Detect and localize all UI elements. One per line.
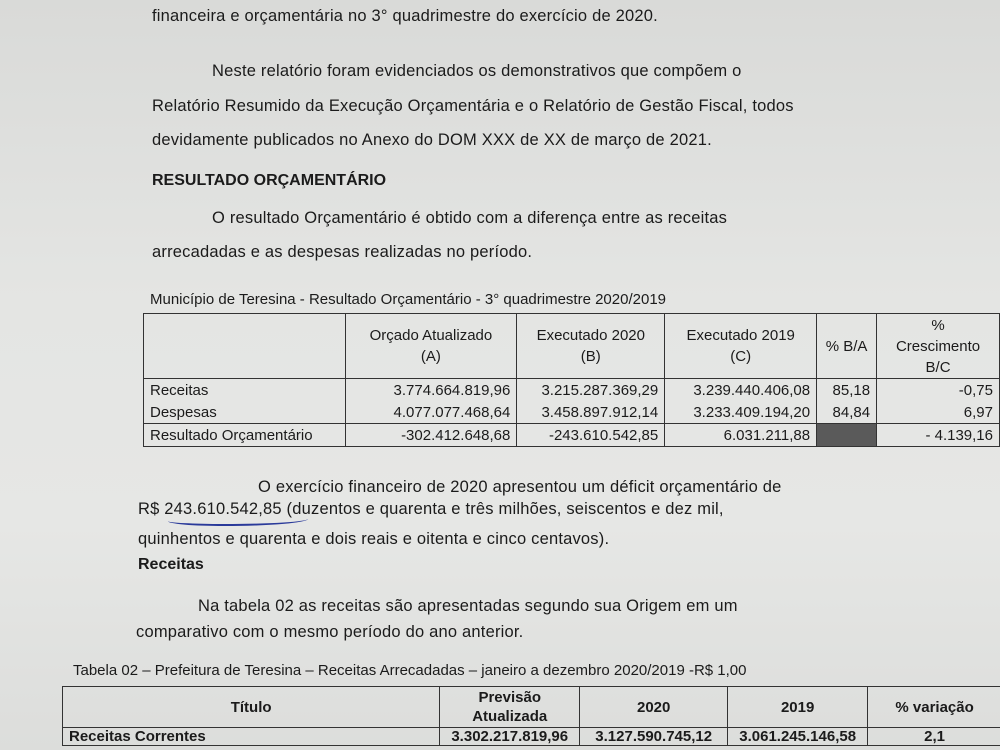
heading-receitas: Receitas	[138, 556, 204, 573]
cell-2020: 3.127.590.745,12	[580, 728, 728, 746]
cell-pct-cresc: 6,97	[877, 401, 1000, 424]
table-row	[144, 424, 1000, 447]
row-label: Receitas	[144, 379, 346, 402]
header-2019: 2019	[728, 687, 868, 728]
table-1-caption: Município de Teresina - Resultado Orçamentário - 3° quadrimestre 2020/2019	[150, 291, 666, 308]
table-row	[63, 728, 1000, 746]
cell-previsao: 3.302.217.819,96	[440, 728, 580, 746]
header-titulo: Título	[63, 687, 440, 728]
paragraph-3-line-1: O exercício financeiro de 2020 apresentou um déficit orçamentário de	[258, 478, 782, 496]
cell-pct-cresc: - 4.139,16	[877, 424, 1000, 447]
cell-pct-ba: 84,84	[817, 401, 877, 424]
table-header-row	[144, 314, 1000, 379]
resultado-orcamentario-table	[143, 313, 1000, 447]
cell-2019: 3.061.245.146,58	[728, 728, 868, 746]
row-label: Receitas Correntes	[63, 728, 440, 746]
cell-exec2020: 3.215.287.369,29	[517, 379, 665, 402]
header-variacao: % variação	[868, 687, 1000, 728]
table-row	[144, 379, 1000, 402]
paragraph-1-line-3: devidamente publicados no Anexo do DOM XXX de XX de março de 2021.	[152, 131, 712, 149]
header-pct-crescimento: % Crescimento B/C	[877, 314, 1000, 379]
cell-exec2020: -243.610.542,85	[517, 424, 665, 447]
cell-pct-ba-shaded	[817, 424, 877, 447]
paragraph-1-line-2: Relatório Resumido da Execução Orçamentária e o Relatório de Gestão Fiscal, todos	[152, 97, 794, 115]
paragraph-3-line-2: R$ 243.610.542,85 (duzentos e quarenta e três milhões, seiscentos e dez mil,	[138, 500, 724, 518]
receitas-arrecadadas-table	[62, 686, 1000, 746]
row-label: Despesas	[144, 401, 346, 424]
text-line-top: financeira e orçamentária no 3° quadrimestre do exercício de 2020.	[152, 7, 658, 25]
header-executado-2020: Executado 2020 (B)	[517, 314, 665, 379]
cell-pct-ba: 85,18	[817, 379, 877, 402]
cell-pct-cresc: -0,75	[877, 379, 1000, 402]
paragraph-3-line-3: quinhentos e quarenta e dois reais e oitenta e cinco centavos).	[138, 530, 610, 548]
header-orcado: Orçado Atualizado (A)	[345, 314, 517, 379]
heading-resultado-orcamentario: RESULTADO ORÇAMENTÁRIO	[152, 172, 387, 189]
cell-exec2019: 3.233.409.194,20	[665, 401, 817, 424]
header-pct-ba: % B/A	[817, 314, 877, 379]
cell-exec2020: 3.458.897.912,14	[517, 401, 665, 424]
header-executado-2019: Executado 2019 (C)	[665, 314, 817, 379]
paragraph-1-line-1: Neste relatório foram evidenciados os demonstrativos que compõem o	[212, 62, 742, 80]
cell-variacao: 2,1	[868, 728, 1000, 746]
paragraph-2-line-2: arrecadadas e as despesas realizadas no período.	[152, 243, 533, 261]
cell-exec2019: 6.031.211,88	[665, 424, 817, 447]
cell-orcado: 3.774.664.819,96	[345, 379, 517, 402]
cell-orcado: 4.077.077.468,64	[345, 401, 517, 424]
paragraph-4-line-2: comparativo com o mesmo período do ano anterior.	[136, 623, 524, 641]
cell-exec2019: 3.239.440.406,08	[665, 379, 817, 402]
paragraph-2-line-1: O resultado Orçamentário é obtido com a diferença entre as receitas	[212, 209, 728, 227]
cell-orcado: -302.412.648,68	[345, 424, 517, 447]
header-empty	[144, 314, 346, 379]
handwritten-underline	[168, 514, 308, 526]
header-2020: 2020	[580, 687, 728, 728]
header-previsao: Previsão Atualizada	[440, 687, 580, 728]
table-2-caption: Tabela 02 – Prefeitura de Teresina – Receitas Arrecadadas – janeiro a dezembro 2020/2019 -R$ 1,00	[73, 662, 747, 679]
row-label: Resultado Orçamentário	[144, 424, 346, 447]
paragraph-4-line-1: Na tabela 02 as receitas são apresentadas segundo sua Origem em um	[198, 597, 738, 615]
table-row	[144, 401, 1000, 424]
table-header-row	[63, 687, 1000, 728]
